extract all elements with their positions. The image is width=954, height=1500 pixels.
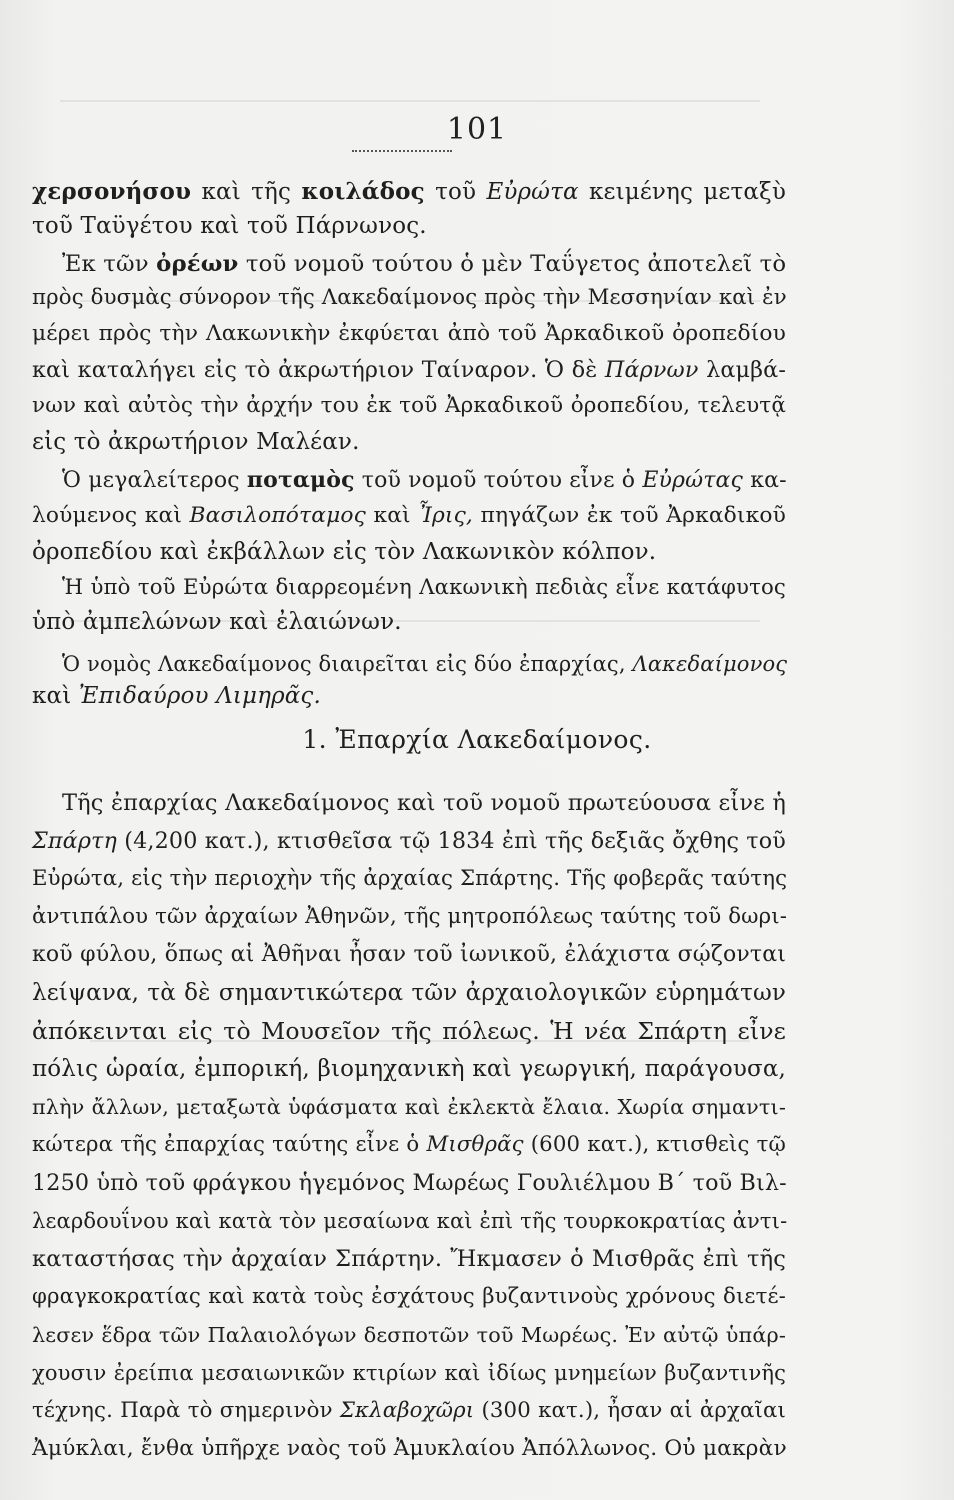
- text-line: ὑπὸ ἀμπελώνων καὶ ἐλαιώνων.: [32, 609, 402, 635]
- text-line: ἀντιπάλου τῶν ἀρχαίων Ἀθηνῶν, τῆς μητροπόλεως ταύτης τοῦ δωρι-: [32, 904, 788, 929]
- text-line: χερσονήσου καὶ τῆς κοιλάδος τοῦ Εὐρώτα κειμένης μεταξὺ: [32, 178, 786, 205]
- text-line: πλὴν ἄλλων, μεταξωτὰ ὑφάσματα καὶ ἐκλεκτὰ ἔλαια. Χωρία σημαντι-: [32, 1095, 786, 1119]
- text-line: λούμενος καὶ Βασιλοπόταμος καὶ Ἶρις, πηγάζων ἐκ τοῦ Ἀρκαδικοῦ: [32, 503, 786, 528]
- text-line: Ἐκ τῶν ὀρέων τοῦ νομοῦ τούτου ὁ μὲν Ταΰγετος ἀποτελεῖ τὸ: [62, 251, 787, 277]
- text-line: ἀπόκεινται εἰς τὸ Μουσεῖον τῆς πόλεως. Ἡ νέα Σπάρτη εἶνε: [32, 1017, 786, 1045]
- text-line: λεαρδουΐνου καὶ κατὰ τὸν μεσαίωνα καὶ ἐπὶ τῆς τουρκοκρατίας ἀντι-: [32, 1209, 788, 1233]
- text-line: ὀροπεδίου καὶ ἐκβάλλων εἰς τὸν Λακωνικὸν κόλπον.: [32, 539, 657, 565]
- text-line: μέρει πρὸς τὴν Λακωνικὴν ἐκφύεται ἀπὸ τοῦ Ἀρκαδικοῦ ὀροπεδίου: [32, 321, 786, 346]
- text-line: λεσεν ἕδρα τῶν Παλαιολόγων δεσποτῶν τοῦ Μωρέως. Ἐν αὐτῷ ὑπάρ-: [32, 1323, 786, 1347]
- text-line: πόλις ὡραία, ἐμπορική, βιομηχανικὴ καὶ γεωργική, παράγουσα,: [32, 1056, 786, 1082]
- text-line: χουσιν ἐρείπια μεσαιωνικῶν κτιρίων καὶ ἰδίως μνημείων βυζαντινῆς: [32, 1361, 786, 1385]
- text-line: φραγκοκρατίας καὶ κατὰ τοὺς ἐσχάτους βυζαντινοὺς χρόνους διετέ-: [32, 1284, 786, 1309]
- text-line: λείψανα, τὰ δὲ σημαντικώτερα τῶν ἀρχαιολογικῶν εὑρημάτων: [32, 980, 786, 1006]
- text-line: πρὸς δυσμὰς σύνορον τῆς Λακεδαίμονος πρὸς τὴν Μεσσηνίαν καὶ ἐν: [32, 285, 787, 310]
- text-line: κοῦ φύλου, ὅπως αἱ Ἀθῆναι ἦσαν τοῦ ἰωνικοῦ, ἐλάχιστα σῴζονται: [32, 942, 786, 967]
- section-heading: 1. Ἐπαρχία Λακεδαίμονος.: [302, 725, 652, 754]
- text-line: Σπάρτη (4,200 κατ.), κτισθεῖσα τῷ 1834 ἐπὶ τῆς δεξιᾶς ὄχθης τοῦ: [32, 828, 786, 854]
- text-line: Ὁ μεγαλείτερος ποταμὸς τοῦ νομοῦ τούτου εἶνε ὁ Εὐρώτας κα-: [62, 467, 787, 493]
- page-number-rule: [352, 150, 452, 152]
- page-number: 101: [446, 112, 508, 147]
- text-line: 1250 ὑπὸ τοῦ φράγκου ἡγεμόνος Μωρέως Γουλιέλμου Β΄ τοῦ Βιλ-: [32, 1170, 787, 1196]
- text-line: τέχνης. Παρὰ τὸ σημερινὸν Σκλαβοχῶρι (300 κατ.), ἦσαν αἱ ἀρχαῖαι: [32, 1398, 786, 1423]
- text-line: Ἡ ὑπὸ τοῦ Εὐρώτα διαρρεομένη Λακωνικὴ πεδιὰς εἶνε κατάφυτος: [62, 575, 786, 600]
- text-line: Τῆς ἐπαρχίας Λακεδαίμονος καὶ τοῦ νομοῦ πρωτεύουσα εἶνε ἡ: [62, 790, 786, 816]
- text-line: καὶ καταλήγει εἰς τὸ ἀκρωτήριον Ταίναρον. Ὁ δὲ Πάρνων λαμβά-: [32, 357, 786, 383]
- text-line: κώτερα τῆς ἐπαρχίας ταύτης εἶνε ὁ Μισθρᾶς (600 κατ.), κτισθεὶς τῷ: [32, 1132, 787, 1157]
- bold-term-koilados: κοιλάδος: [301, 178, 425, 205]
- text-line: νων καὶ αὐτὸς τὴν ἀρχήν του ἐκ τοῦ Ἀρκαδικοῦ ὀροπεδίου, τελευτᾷ: [32, 393, 786, 418]
- text-line: καὶ Ἐπιδαύρου Λιμηρᾶς.: [32, 683, 321, 709]
- text-line: Ὁ νομὸς Λακεδαίμονος διαιρεῖται εἰς δύο ἐπαρχίας, Λακεδαίμονος: [62, 652, 788, 676]
- text-line: Ἀμύκλαι, ἔνθα ὑπῆρχε ναὸς τοῦ Ἀμυκλαίου Ἀπόλλωνος. Οὐ μακρὰν: [32, 1436, 787, 1461]
- bold-term-chersonisou: χερσονήσου: [32, 178, 192, 205]
- text-line: τοῦ Ταϋγέτου καὶ τοῦ Πάρνωνος.: [32, 213, 427, 239]
- bold-term-potamos: ποταμὸς: [246, 467, 355, 493]
- text-line: καταστήσας τὴν ἀρχαίαν Σπάρτην. Ἤκμασεν ὁ Μισθρᾶς ἐπὶ τῆς: [32, 1246, 786, 1272]
- text-line: εἰς τὸ ἀκρωτήριον Μαλέαν.: [32, 429, 360, 455]
- text-line: Εὐρώτα, εἰς τὴν περιοχὴν τῆς ἀρχαίας Σπάρτης. Τῆς φοβερᾶς ταύτης: [32, 866, 788, 891]
- bold-term-oreon: ὀρέων: [156, 251, 239, 277]
